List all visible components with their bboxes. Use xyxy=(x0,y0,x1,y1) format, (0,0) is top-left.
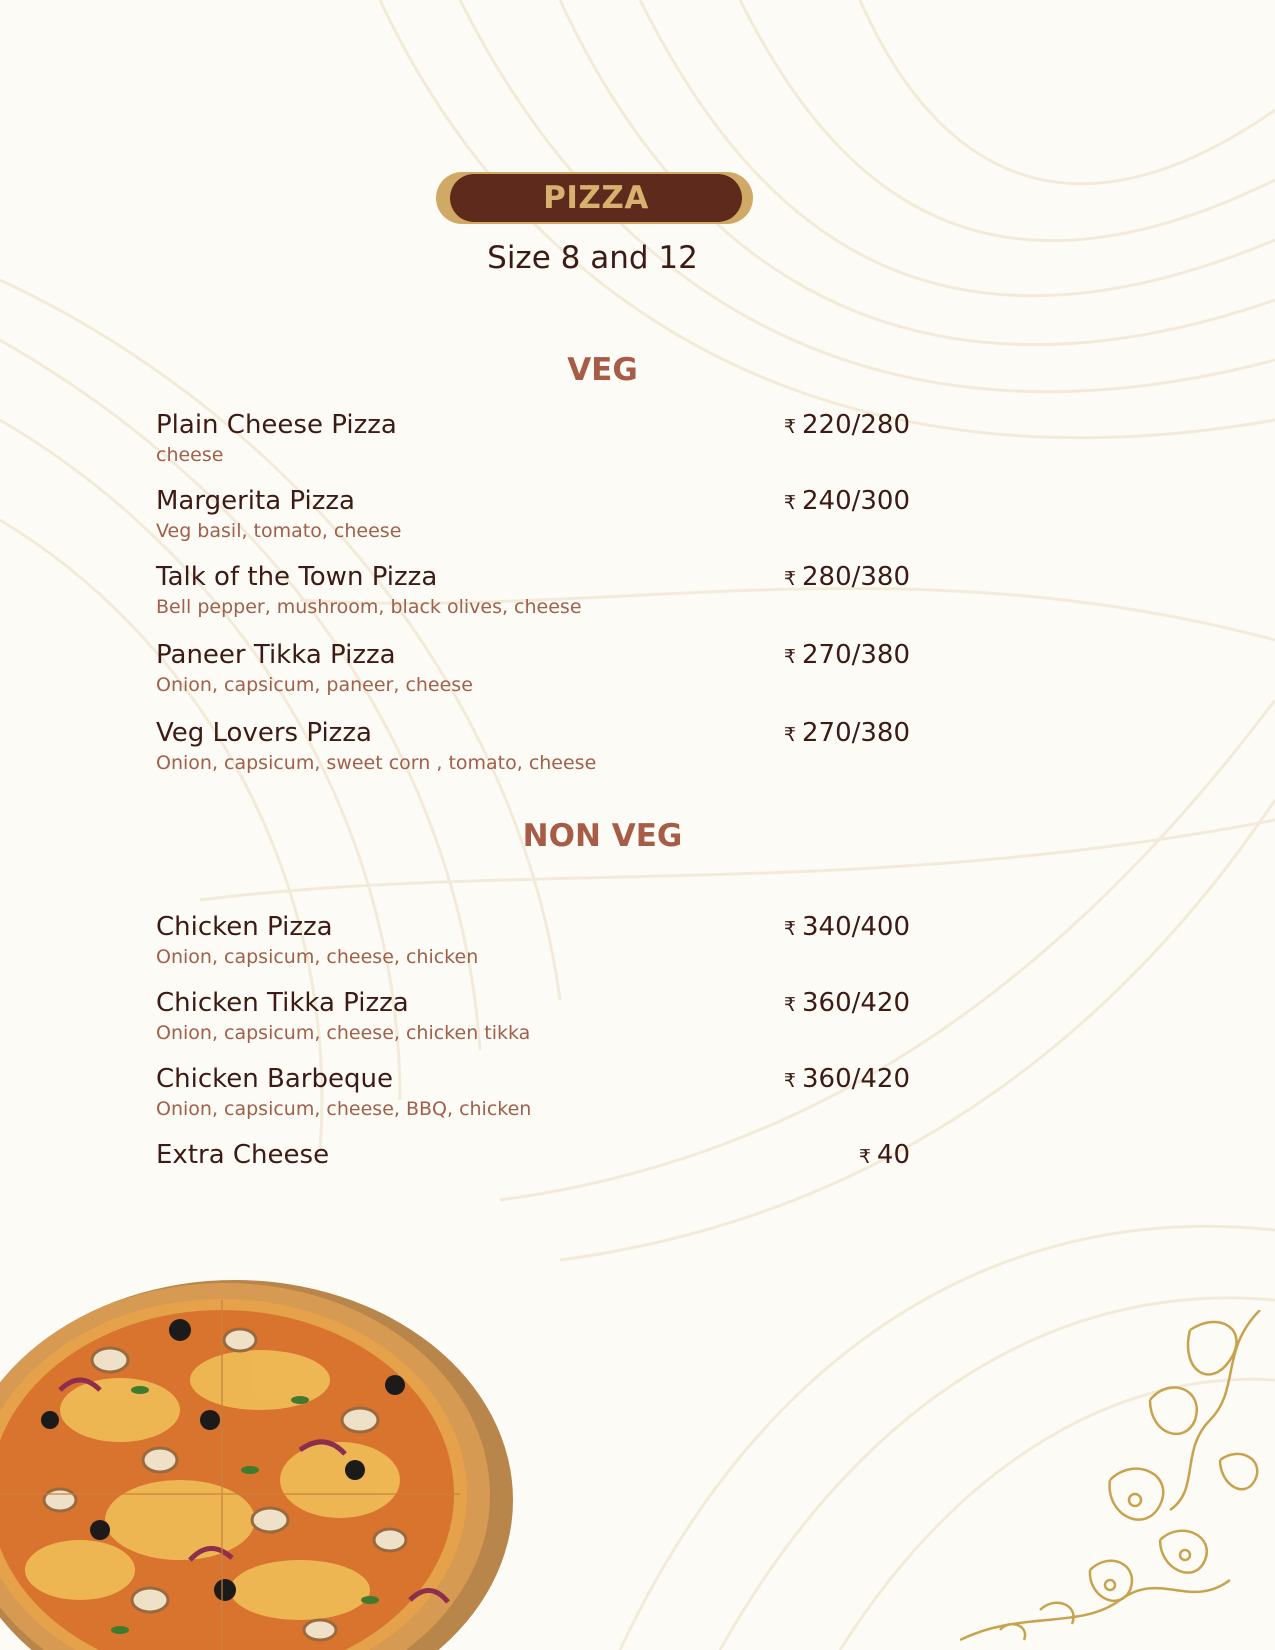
menu-item xyxy=(156,1064,910,1121)
floral-flourish-ornament xyxy=(960,1310,1275,1650)
rupee-symbol: ₹ xyxy=(783,568,796,590)
item-price-value: 360/420 xyxy=(801,1064,910,1094)
item-price-value: 280/380 xyxy=(801,562,910,592)
menu-item xyxy=(156,1140,910,1170)
menu-item xyxy=(156,988,910,1045)
item-price-value: 360/420 xyxy=(801,988,910,1018)
rupee-symbol: ₹ xyxy=(858,1146,871,1168)
title-badge xyxy=(436,172,753,224)
rupee-symbol: ₹ xyxy=(783,492,796,514)
item-price xyxy=(784,1064,910,1096)
menu-item xyxy=(156,718,910,775)
item-description: Onion, capsicum, cheese, BBQ, chicken xyxy=(156,1098,532,1120)
item-description: Veg basil, tomato, cheese xyxy=(156,520,402,542)
menu-title: PIZZA xyxy=(543,180,649,216)
rupee-symbol: ₹ xyxy=(783,994,796,1016)
veg-section-heading: VEG xyxy=(567,352,638,388)
rupee-symbol: ₹ xyxy=(783,918,796,940)
pizza-photo xyxy=(0,1270,520,1650)
item-name: Talk of the Town Pizza xyxy=(156,562,438,592)
item-description: Onion, capsicum, paneer, cheese xyxy=(156,674,473,696)
menu-item xyxy=(156,486,910,543)
item-name: Extra Cheese xyxy=(156,1140,330,1170)
item-price-value: 220/280 xyxy=(801,410,910,440)
item-name: Chicken Tikka Pizza xyxy=(156,988,409,1018)
title-badge-fill xyxy=(450,174,742,222)
menu-item xyxy=(156,640,910,697)
size-subtitle: Size 8 and 12 xyxy=(487,240,698,276)
item-price xyxy=(859,1140,910,1172)
item-name: Plain Cheese Pizza xyxy=(156,410,397,440)
item-name: Chicken Pizza xyxy=(156,912,333,942)
rupee-symbol: ₹ xyxy=(783,724,796,746)
rupee-symbol: ₹ xyxy=(783,416,796,438)
menu-item xyxy=(156,562,910,619)
item-price xyxy=(784,988,910,1020)
item-price-value: 340/400 xyxy=(801,912,910,942)
item-description: cheese xyxy=(156,444,224,466)
item-price xyxy=(784,718,910,750)
rupee-symbol: ₹ xyxy=(783,646,796,668)
item-price-value: 40 xyxy=(876,1140,910,1170)
item-description: Onion, capsicum, sweet corn , tomato, cheese xyxy=(156,752,597,774)
item-name: Margerita Pizza xyxy=(156,486,355,516)
item-description: Onion, capsicum, cheese, chicken tikka xyxy=(156,1022,531,1044)
menu-item xyxy=(156,410,910,467)
item-price xyxy=(784,912,910,944)
item-price-value: 270/380 xyxy=(801,718,910,748)
item-price xyxy=(784,486,910,518)
item-name: Chicken Barbeque xyxy=(156,1064,393,1094)
item-description: Bell pepper, mushroom, black olives, cheese xyxy=(156,596,582,618)
item-description: Onion, capsicum, cheese, chicken xyxy=(156,946,479,968)
item-name: Veg Lovers Pizza xyxy=(156,718,372,748)
menu-item xyxy=(156,912,910,969)
item-price-value: 270/380 xyxy=(801,640,910,670)
nonveg-section-heading: NON VEG xyxy=(522,818,683,854)
item-price xyxy=(784,640,910,672)
item-price xyxy=(784,562,910,594)
rupee-symbol: ₹ xyxy=(783,1070,796,1092)
item-price xyxy=(784,410,910,442)
item-price-value: 240/300 xyxy=(801,486,910,516)
item-name: Paneer Tikka Pizza xyxy=(156,640,396,670)
